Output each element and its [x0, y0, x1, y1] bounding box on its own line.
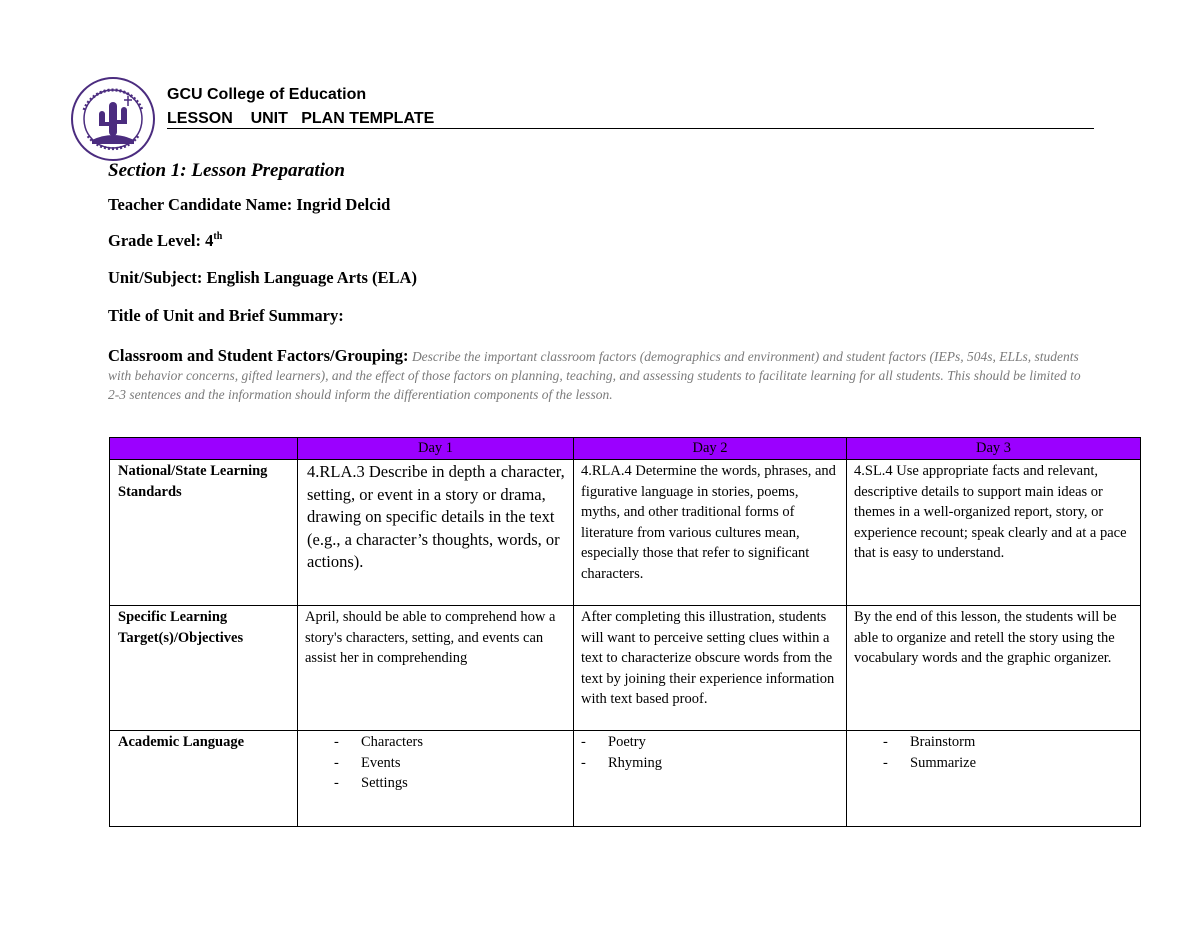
list-item	[334, 732, 566, 753]
standards-day-1: 4.RLA.3 Describe in depth a character, setting, or event in a story or drama, drawing on specific details in the text (e.g., a character’s thoughts, words, or actions).	[298, 460, 574, 606]
list-item	[581, 753, 839, 774]
grade-level-suffix: th	[213, 231, 223, 242]
bullet-dash: -	[883, 754, 888, 771]
lesson-plan-table	[109, 437, 1141, 827]
vocabulary-term: Brainstorm	[910, 734, 976, 750]
column-header-day-1: Day 1	[298, 438, 574, 460]
row-label-objectives: Specific Learning Target(s)/Objectives	[110, 606, 298, 731]
list-item	[883, 732, 1133, 753]
bullet-dash: -	[334, 754, 339, 771]
classroom-factors-label: Classroom and Student Factors/Grouping:	[108, 346, 409, 365]
academic-language-day-3	[847, 731, 1141, 827]
vocabulary-term: Events	[361, 754, 401, 771]
vocabulary-term: Poetry	[608, 734, 646, 750]
objectives-day-2: After completing this illustration, students will want to perceive setting clues within a text to characterize obscure words from the text by joining their experience information with text based proof.	[574, 606, 847, 731]
grade-level-text: Grade Level: 4	[108, 231, 214, 250]
row-label-standards: National/State Learning Standards	[110, 460, 298, 606]
vocabulary-term: Characters	[361, 734, 423, 750]
column-header-day-3: Day 3	[847, 438, 1141, 460]
standards-day-3: 4.SL.4 Use appropriate facts and relevant, descriptive details to support main ideas or themes in a well-organized report, story, or experience recount; speak clearly and at a pace that is easy to understand.	[847, 460, 1141, 606]
unit-title-summary-field: Title of Unit and Brief Summary:	[108, 306, 344, 325]
bullet-dash: -	[334, 734, 339, 750]
column-header-blank	[110, 438, 298, 460]
vocabulary-term: Summarize	[910, 754, 977, 771]
unit-subject-field: Unit/Subject: English Language Arts (ELA)	[108, 268, 417, 287]
list-item	[883, 753, 1133, 774]
section-heading: Section 1: Lesson Preparation	[108, 160, 345, 181]
header-divider	[167, 128, 1094, 129]
table-row-academic-language	[110, 731, 1141, 827]
objectives-day-1: April, should be able to comprehend how a story's characters, setting, and events can assist her in comprehending	[298, 606, 574, 731]
table-row-standards	[110, 460, 1141, 606]
university-seal-icon	[70, 76, 156, 162]
list-item	[334, 753, 566, 774]
vocabulary-term: Rhyming	[608, 754, 662, 771]
academic-language-day-2	[574, 731, 847, 827]
table-header-row	[110, 438, 1141, 460]
teacher-name-field: Teacher Candidate Name: Ingrid Delcid	[108, 195, 391, 214]
college-name: GCU College of Education	[167, 86, 367, 103]
template-title: LESSON UNIT PLAN TEMPLATE	[167, 110, 435, 127]
bullet-dash: -	[581, 754, 586, 771]
bullet-dash: -	[334, 775, 339, 792]
vocabulary-term: Settings	[361, 775, 408, 792]
classroom-factors-description: Describe the important classroom factors (demographics and environment) and student factors (IEPs, 504s, ELLs, students with behavior concerns, gifted learners), and the effect of those factors on planning, teaching, and assessing students to facilitate learning for all students. This should be limited to 2-3 sentences and the information should inform the differentiation components of the lesson.	[108, 349, 1081, 402]
objectives-day-3: By the end of this lesson, the students will be able to organize and retell the story using the vocabulary words and the graphic organizer.	[847, 606, 1141, 731]
list-item	[581, 732, 839, 753]
row-label-academic-language: Academic Language	[110, 731, 298, 827]
list-item	[334, 773, 566, 794]
table-row-objectives	[110, 606, 1141, 731]
column-header-day-2: Day 2	[574, 438, 847, 460]
bullet-dash: -	[581, 734, 586, 750]
classroom-factors	[108, 346, 1088, 404]
bullet-dash: -	[883, 734, 888, 750]
standards-day-2: 4.RLA.4 Determine the words, phrases, and figurative language in stories, poems, myths, and other traditional forms of literature from various cultures mean, especially those that refer to significant characters.	[574, 460, 847, 606]
academic-language-day-1	[298, 731, 574, 827]
grade-level-field	[108, 231, 222, 251]
